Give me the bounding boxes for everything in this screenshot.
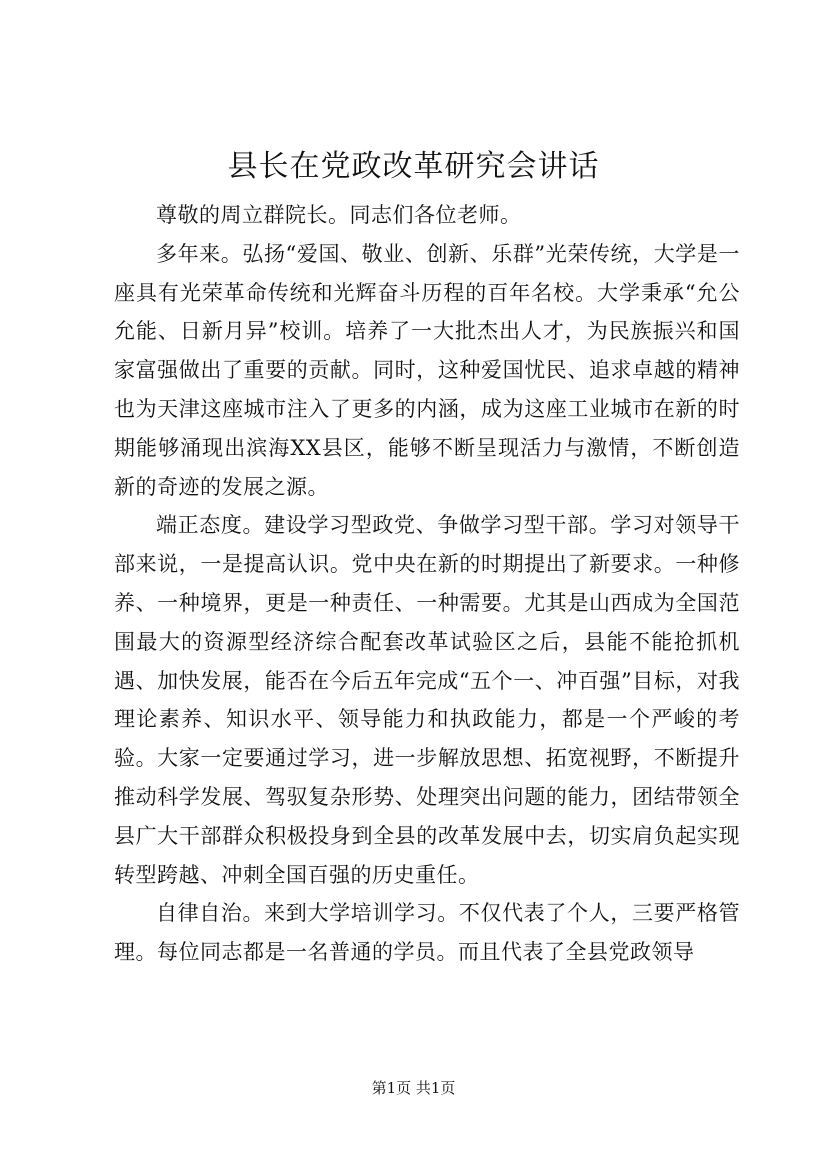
paragraph-greeting: 尊敬的周立群院长。同志们各位老师。 [156, 203, 522, 227]
paragraph-attitude: 端正态度。建设学习型政党、争做学习型干部。学习对领导干部来说，一是提高认识。党中央在新的时期提出了新要求。一种修养、一种境界，更是一种责任、一种需要。尤其是山西成为全国范围最大的资源型经济综合配套改革试验区之后，县能不能抢抓机遇、加快发展，能否在今后五年完成“五个一、冲百强”目标，对我理论素养、知识水平、领导能力和执政能力，都是一个严峻的考验。大家一定要通过学习，进一步解放思想、拓宽视野，不断提升推动科学发展、驾驭复杂形势、处理突出问题的能力，团结带领全县广大干部群众积极投身到全县的改革发展中去，切实肩负起实现转型跨越、冲刺全国百强的历史重任。 [114, 513, 740, 887]
paragraph-self-discipline: 自律自治。来到大学培训学习。不仅代表了个人，三要严格管理。每位同志都是一名普通的学员。而且代表了全县党政领导 [114, 901, 740, 965]
page-footer: 第1页 共1页 [371, 1079, 456, 1097]
document-body [114, 196, 740, 972]
document-title: 县长在党政改革研究会讲话 [227, 149, 600, 184]
paragraph-university-tradition: 多年来。弘扬“爱国、敬业、创新、乐群”光荣传统，大学是一座具有光荣革命传统和光辉奋斗历程的百年名校。大学秉承“允公允能、日新月异”校训。培养了一大批杰出人才，为民族振兴和国家富强做出了重要的贡献。同时，这种爱国忧民、追求卓越的精神也为天津这座城市注入了更多的内涵，成为这座工业城市在新的时期能够涌现出滨海XX县区，能够不断呈现活力与激情，不断创造新的奇迹的发展之源。 [114, 241, 740, 499]
